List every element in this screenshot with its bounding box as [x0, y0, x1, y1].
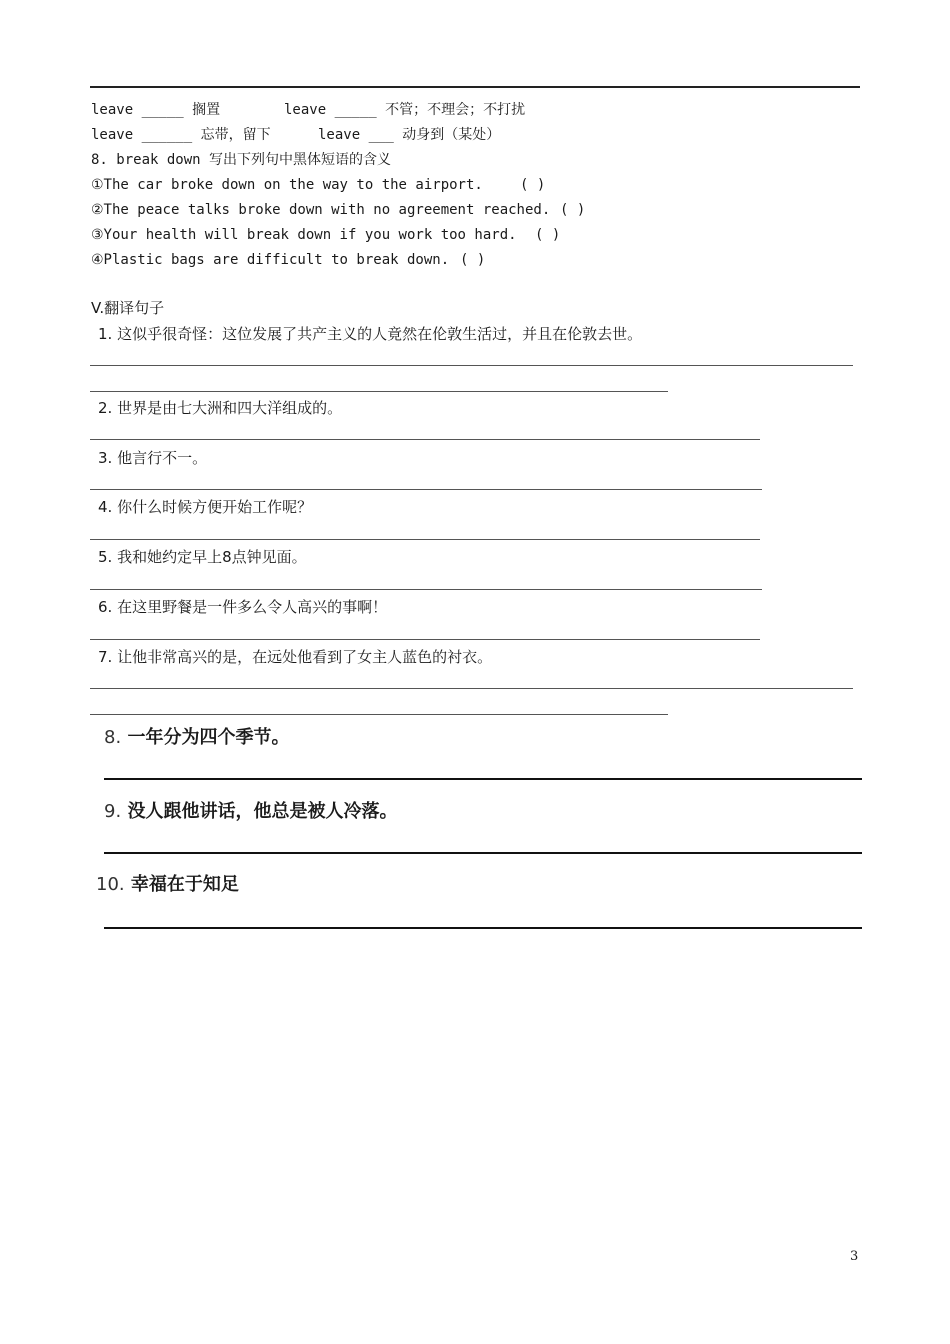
sentence-2-blank[interactable]: ( )	[560, 202, 586, 218]
translate-item-1: 1. 这似乎很奇怪：这位发展了共产主义的人竟然在伦敦生活过，并且在伦敦去世。	[98, 325, 643, 343]
item-text: 一年分为四个季节。	[127, 727, 290, 748]
vocab-line-1b: leave _____ 不管；不理会；不打扰	[284, 102, 526, 118]
sentence-1: ①The car broke down on the way to the airport.	[91, 177, 483, 193]
vocab-line-1a: leave _____ 搁置	[91, 102, 221, 118]
answer-line-4[interactable]	[90, 539, 760, 540]
translate-item-5: 5. 我和她约定早上8点钟见面。	[98, 548, 307, 566]
answer-line-2[interactable]	[90, 439, 760, 440]
page-number: 3	[850, 1249, 859, 1264]
sentence-4-blank[interactable]: ( )	[460, 252, 486, 268]
item-number: 8.	[104, 727, 122, 748]
sentence-1-blank[interactable]: ( )	[520, 177, 546, 193]
top-rule	[90, 86, 860, 88]
answer-line-7b[interactable]	[90, 714, 668, 715]
answer-line-9[interactable]	[104, 852, 862, 854]
translate-item-7: 7. 让他非常高兴的是，在远处他看到了女主人蓝色的衬衣。	[98, 648, 493, 666]
answer-line-1b[interactable]	[90, 391, 668, 392]
vocab-line-2a: leave ______ 忘带，留下	[91, 127, 271, 143]
item-8-title: 8. break down 写出下列句中黑体短语的含义	[91, 152, 392, 168]
answer-line-7a[interactable]	[90, 688, 853, 689]
translate-item-8	[104, 723, 289, 749]
item-number: 9.	[104, 801, 122, 822]
item-text: 没人跟他讲话，他总是被人冷落。	[127, 801, 398, 822]
translate-item-6: 6. 在这里野餐是一件多么令人高兴的事啊！	[98, 598, 388, 616]
translate-item-3: 3. 他言行不一。	[98, 449, 208, 467]
sentence-3: ③Your health will break down if you work too hard.	[91, 227, 517, 243]
translate-item-9	[104, 797, 397, 823]
translate-item-10	[96, 870, 239, 896]
translate-item-4: 4. 你什么时候方便开始工作呢？	[98, 498, 313, 516]
answer-line-8[interactable]	[104, 778, 862, 780]
sentence-3-blank[interactable]: ( )	[535, 227, 561, 243]
answer-line-3[interactable]	[90, 489, 762, 490]
vocab-line-2b: leave ___ 动身到（某处）	[318, 127, 501, 143]
translate-item-2: 2. 世界是由七大洲和四大洋组成的。	[98, 399, 343, 417]
answer-line-10[interactable]	[104, 927, 862, 929]
sentence-4: ④Plastic bags are difficult to break down.	[91, 252, 450, 268]
section-heading: V.翻译句子	[91, 299, 165, 317]
item-number: 10.	[96, 874, 125, 895]
sentence-2: ②The peace talks broke down with no agreement reached.	[91, 202, 551, 218]
item-text: 幸福在于知足	[130, 874, 239, 895]
answer-line-6[interactable]	[90, 639, 760, 640]
answer-line-1a[interactable]	[90, 365, 853, 366]
answer-line-5[interactable]	[90, 589, 762, 590]
